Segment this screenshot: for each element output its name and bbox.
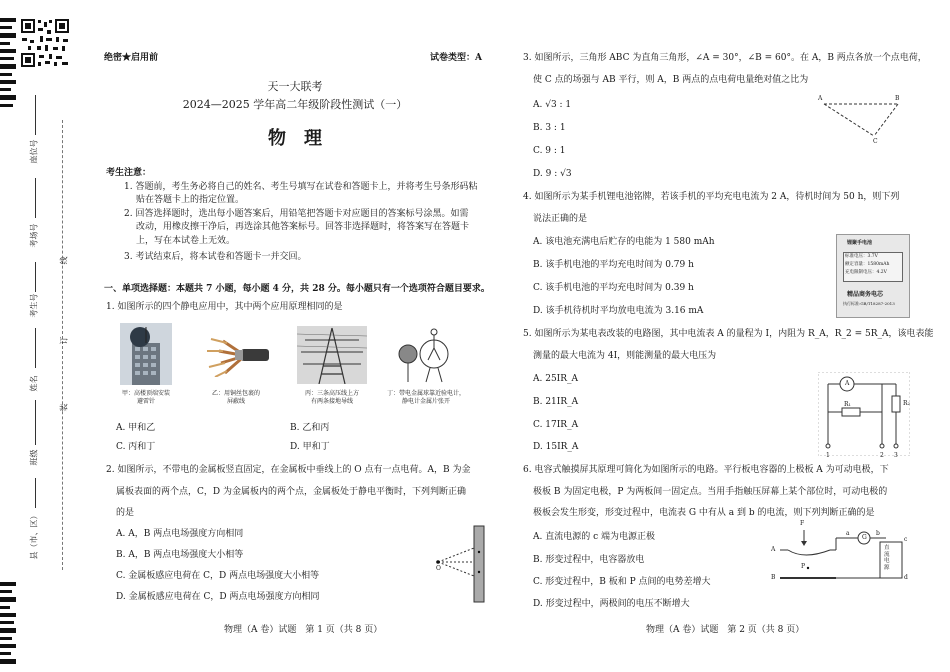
q5-stem: 测量的最大电流为 4I，则能测量的最大电压为 bbox=[533, 351, 717, 361]
q6-force-label: F bbox=[800, 520, 805, 527]
q2-stem: 的是 bbox=[116, 508, 135, 518]
q6-stem: 6. 电容式触摸屏其原理可简化为如图所示的电路。平行板电容器的上极板 A 为可动电极，下 bbox=[523, 465, 889, 475]
q5-r1-label: R₁ bbox=[844, 401, 851, 408]
q5-option-b[interactable]: B. 21IR_A bbox=[533, 397, 579, 407]
battery-title: 锂聚手电池 bbox=[847, 240, 873, 246]
q1-power-tower-image bbox=[297, 326, 367, 384]
q4-stem: 说法正确的是 bbox=[533, 214, 588, 224]
q2-stem: 属板表面的两个点，C，D 为金属板内的两个点，金属板处于静电平衡时，下列判断正确 bbox=[116, 487, 466, 497]
notice-title: 考生注意： bbox=[106, 168, 152, 178]
footer-page-1: 物理（A 卷）试题 第 1 页（共 8 页） bbox=[224, 625, 383, 635]
battery-charge-limit: 充电限制电压：4.2V bbox=[845, 270, 887, 275]
secret-mark: 绝密★启用前 bbox=[104, 53, 159, 63]
q2-option-a[interactable]: A. A，B 两点电场强度方向相同 bbox=[116, 529, 244, 539]
exam-title: 2024—2025 学年高二年级阶段性测试（一） bbox=[182, 98, 408, 111]
q6-galvanometer-label: G bbox=[862, 534, 867, 541]
q3-option-a[interactable]: A. √3 : 1 bbox=[533, 100, 572, 110]
battery-capacity: 额定容量：1580mAh bbox=[845, 262, 890, 267]
q6-point-p-label: P bbox=[801, 563, 806, 570]
q6-plate-a-label: A bbox=[771, 546, 776, 553]
notice-line: 2. 回答选择题时，选出每小题答案后，用铅笔把答题卡对应题目的答案标号涂黑。如需 bbox=[124, 209, 469, 219]
binding-order-mark: 订 bbox=[59, 336, 69, 345]
q2-option-d[interactable]: D. 金属板感应电荷在 C，D 两点电场强度方向相同 bbox=[116, 592, 320, 602]
q1-stem: 1. 如图所示的四个静电应用中，其中两个应用原理相同的是 bbox=[106, 302, 343, 312]
q2-option-c[interactable]: C. 金属板感应电荷在 C，D 两点电场强度大小相等 bbox=[116, 571, 320, 581]
q4-battery-label-image bbox=[836, 234, 910, 318]
q5-terminal-3: 3 bbox=[894, 452, 898, 459]
binding-line-mark: 线 bbox=[59, 256, 69, 265]
q5-terminal-1: 1 bbox=[826, 452, 830, 459]
q3-label-c: C bbox=[873, 138, 878, 145]
q3-option-d[interactable]: D. 9 : √3 bbox=[533, 169, 572, 179]
battery-code: 执行标准:GB/T18287-2013 bbox=[843, 301, 895, 306]
q1-caption: 屏蔽线 bbox=[226, 398, 245, 405]
q6-stem: 极板会发生形变，形变过程中，电流表 G 中有从 a 到 b 的电流，则下列判断正确的是 bbox=[533, 508, 875, 518]
q3-label-a: A bbox=[818, 95, 823, 102]
q6-terminal-d-label: d bbox=[904, 574, 908, 581]
q5-stem: 5. 如图所示为某电表改装的电路图，其中电流表 A 的量程为 I，内阻为 R_A，R_2 = 5R_A，该电表能 bbox=[523, 329, 934, 339]
q1-caption: 有两条接地导线 bbox=[310, 398, 353, 405]
q3-triangle-figure bbox=[816, 96, 906, 146]
section-1-title: 一、单项选择题：本题共 7 小题，每小题 4 分，共 28 分。每小题只有一个选项符合题目要求。 bbox=[104, 284, 490, 294]
q3-stem: 3. 如图所示，三角形 ABC 为直角三角形，∠A = 30°，∠B = 60°。在 A，B 两点各放一个点电荷， bbox=[523, 53, 927, 63]
q1-caption: 丁：带电金属球靠近验电计， bbox=[386, 390, 465, 397]
q1-option-a[interactable]: A. 甲和乙 bbox=[116, 423, 156, 433]
q6-terminal-c-label: c bbox=[904, 536, 908, 543]
notice-line: 贴在答题卡上的指定位置。 bbox=[136, 195, 245, 205]
q5-circuit-figure bbox=[818, 372, 910, 456]
q2-stem: 2. 如图所示，不带电的金属板竖直固定，在金属板中垂线上的 O 点有一点电荷。A，B 为金 bbox=[106, 465, 471, 475]
notice-line: 上，写在本试卷上无效。 bbox=[136, 236, 236, 246]
q6-option-d[interactable]: D. 形变过程中，两极间的电压不断增大 bbox=[533, 599, 690, 609]
q2-option-b[interactable]: B. A，B 两点电场强度大小相等 bbox=[116, 550, 244, 560]
q1-caption: 甲：高楼顶端安装 bbox=[121, 390, 170, 397]
q1-electroscope-image bbox=[390, 328, 458, 384]
q6-stem: 极板 B 为固定电极，P 为两板间一固定点。当用手指触压屏幕上某个部位时，可动电极的 bbox=[533, 487, 888, 497]
name-label: 姓名 bbox=[29, 375, 39, 392]
q6-point-a-label: a bbox=[846, 530, 850, 537]
seat-number-label: 座位号 bbox=[29, 139, 39, 164]
footer-page-2: 物理（A 卷）试题 第 2 页（共 8 页） bbox=[646, 625, 805, 635]
q5-terminal-2: 2 bbox=[880, 452, 884, 459]
q4-option-b[interactable]: B. 该手机电池的平均充电时间为 0.79 h bbox=[533, 260, 694, 270]
q2-metal-plate-figure bbox=[432, 522, 492, 604]
q6-option-b[interactable]: B. 形变过程中，电容器放电 bbox=[533, 555, 645, 565]
q3-label-b: B bbox=[895, 95, 900, 102]
q1-lightning-rod-image bbox=[120, 323, 172, 385]
county-label: 县（市、区） bbox=[29, 511, 39, 560]
q6-point-b-label: b bbox=[876, 530, 880, 537]
q6-option-a[interactable]: A. 直流电源的 c 端为电源正极 bbox=[533, 532, 655, 542]
subject-title: 物 理 bbox=[268, 128, 322, 149]
class-label: 班级 bbox=[29, 449, 39, 466]
binding-install-mark: 装 bbox=[59, 403, 69, 412]
q6-option-c[interactable]: C. 形变过程中，B 板和 P 点间的电势差增大 bbox=[533, 577, 711, 587]
q1-caption: 避雷针 bbox=[136, 398, 155, 405]
q5-r2-label: R₂ bbox=[903, 400, 910, 407]
q5-option-c[interactable]: C. 17IR_A bbox=[533, 420, 579, 430]
q2-point-o-label: O bbox=[436, 565, 441, 572]
qr-code-icon bbox=[20, 18, 70, 68]
q1-option-d[interactable]: D. 甲和丁 bbox=[290, 442, 330, 452]
q3-option-b[interactable]: B. 3 : 1 bbox=[533, 123, 566, 133]
org-name: 天一大联考 bbox=[267, 80, 323, 93]
q5-option-a[interactable]: A. 25IR_A bbox=[533, 374, 579, 384]
q1-caption: 丙：三条高压线上方 bbox=[304, 390, 359, 397]
q1-option-c[interactable]: C. 丙和丁 bbox=[116, 442, 156, 452]
q3-option-c[interactable]: C. 9 : 1 bbox=[533, 146, 566, 156]
q3-stem: 使 C 点的场强与 AB 平行，则 A，B 两点的点电荷电量绝对值之比为 bbox=[533, 75, 809, 85]
exam-room-label: 考场号 bbox=[29, 223, 39, 248]
exam-type: 试卷类型：A bbox=[430, 53, 482, 63]
notice-line: 3. 考试结束后，将本试卷和答题卡一并交回。 bbox=[124, 252, 307, 262]
q5-ammeter-label: A bbox=[845, 380, 850, 387]
battery-footer: 精品商务电芯 bbox=[847, 291, 884, 298]
q1-caption: 乙：用铜丝包裹的 bbox=[211, 390, 260, 397]
q4-option-c[interactable]: C. 该手机电池的平均充电时间为 0.39 h bbox=[533, 283, 694, 293]
q4-option-d[interactable]: D. 该手机待机时平均放电电流为 3.16 mA bbox=[533, 306, 704, 316]
q4-stem: 4. 如图所示为某手机锂电池铭牌，若该手机的平均充电电流为 2 A，待机时间为 50 h，则下列 bbox=[523, 192, 900, 202]
q1-caption: 静电计金属片张开 bbox=[401, 398, 450, 405]
q6-power-source-label: 直流电源 bbox=[884, 545, 890, 571]
q6-plate-b-label: B bbox=[771, 574, 776, 581]
notice-line: 1. 答题前，考生务必将自己的姓名、考生号填写在试卷和答题卡上，并将考生号条形码粘 bbox=[124, 182, 478, 192]
candidate-number-label: 考生号 bbox=[29, 293, 39, 318]
q4-option-a[interactable]: A. 该电池充满电后贮存的电能为 1 580 mAh bbox=[533, 237, 715, 247]
q5-option-d[interactable]: D. 15IR_A bbox=[533, 442, 579, 452]
notice-line: 改动，用橡皮擦干净后，再选涂其他答案标号。回答非选择题时，将答案写在答题卡 bbox=[136, 222, 470, 232]
battery-voltage: 标准电压：3.7V bbox=[845, 254, 878, 259]
q1-shielded-cable-image bbox=[205, 333, 269, 377]
q1-option-b[interactable]: B. 乙和丙 bbox=[290, 423, 330, 433]
